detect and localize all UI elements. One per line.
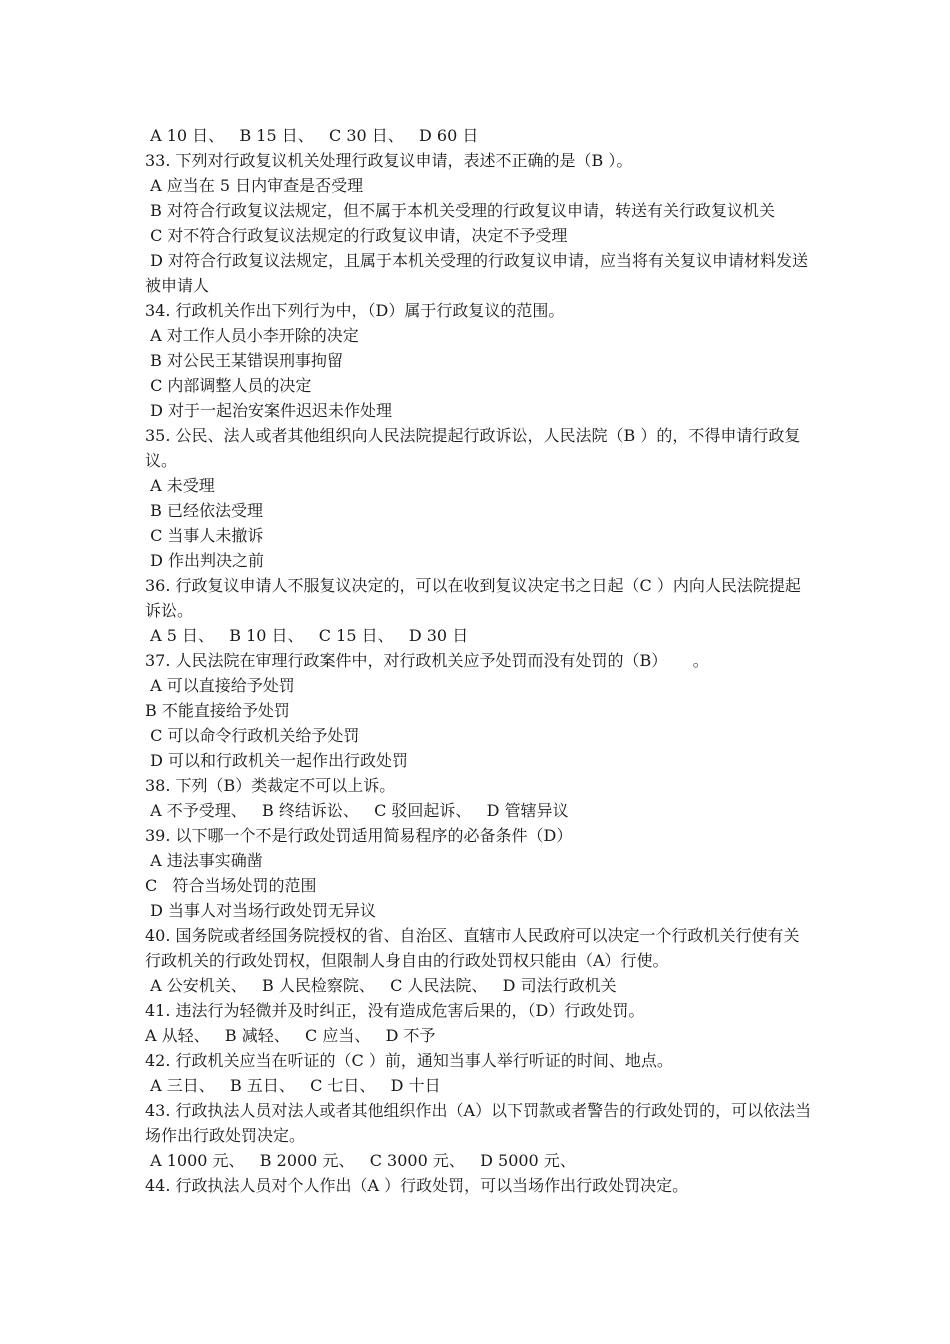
option-line: D 对于一起治安案件迟迟未作处理 (145, 401, 393, 420)
option-line: A 对工作人员小李开除的决定 (145, 326, 359, 345)
option-line: B 对符合行政复议法规定，但不属于本机关受理的行政复议申请，转送有关行政复议机关 (145, 201, 775, 220)
option-line: A 10 日、 B 15 日、 C 30 日、 D 60 日 (145, 126, 479, 145)
question-38: 38. 下列（B）类裁定不可以上诉。 (145, 776, 396, 795)
option-line: D 对符合行政复议法规定，且属于本机关受理的行政复议申请，应当将有关复议申请材料发送被申请人 (145, 251, 809, 295)
option-line: A 从轻、 B 减轻、 C 应当、 D 不予 (145, 1026, 436, 1045)
question-35: 35. 公民、法人或者其他组织向人民法院提起行政诉讼，人民法院（B ）的，不得申请行政复议。 (145, 426, 801, 470)
question-33: 33. 下列对行政复议机关处理行政复议申请，表述不正确的是（B ）。 (145, 151, 633, 170)
option-line: C 符合当场处罚的范围 (145, 876, 317, 895)
option-line: A 不予受理、 B 终结诉讼、 C 驳回起诉、 D 管辖异议 (145, 801, 569, 820)
option-line: A 1000 元、 B 2000 元、 C 3000 元、 D 5000 元、 (145, 1151, 576, 1170)
option-line: B 已经依法受理 (145, 501, 263, 520)
option-line: B 不能直接给予处罚 (145, 701, 290, 720)
question-42: 42. 行政机关应当在听证的（C ）前，通知当事人举行听证的时间、地点。 (145, 1051, 673, 1070)
option-line: A 违法事实确凿 (145, 851, 263, 870)
option-line: B 对公民王某错误刑事拘留 (145, 351, 343, 370)
question-37: 37. 人民法院在审理行政案件中，对行政机关应予处罚而没有处罚的（B） 。 (145, 651, 709, 670)
question-39: 39. 以下哪一个不是行政处罚适用简易程序的必备条件（D） (145, 826, 573, 845)
option-line: A 可以直接给予处罚 (145, 676, 295, 695)
question-41: 41. 违法行为轻微并及时纠正，没有造成危害后果的，（D）行政处罚。 (145, 1001, 645, 1020)
option-line: D 可以和行政机关一起作出行政处罚 (145, 751, 409, 770)
document-page (145, 123, 813, 1198)
option-line: C 对不符合行政复议法规定的行政复议申请，决定不予受理 (145, 226, 568, 245)
option-line: C 可以命令行政机关给予处罚 (145, 726, 360, 745)
question-36: 36. 行政复议申请人不服复议决定的，可以在收到复议决定书之日起（C ）内向人民法院提起诉讼。 (145, 576, 801, 620)
question-43: 43. 行政执法人员对法人或者其他组织作出（A）以下罚款或者警告的行政处罚的，可以依法当场作出行政处罚决定。 (145, 1101, 812, 1145)
option-line: A 应当在 5 日内审查是否受理 (145, 176, 364, 195)
option-line: A 未受理 (145, 476, 215, 495)
option-line: A 5 日、 B 10 日、 C 15 日、 D 30 日 (145, 626, 469, 645)
option-line: D 当事人对当场行政处罚无异议 (145, 901, 377, 920)
option-line: C 当事人未撤诉 (145, 526, 264, 545)
option-line: D 作出判决之前 (145, 551, 265, 570)
question-40: 40. 国务院或者经国务院授权的省、自治区、直辖市人民政府可以决定一个行政机关行使有关行政机关的行政处罚权，但限制人身自由的行政处罚权只能由（A）行使。 (145, 926, 800, 970)
option-line: A 公安机关、 B 人民检察院、 C 人民法院、 D 司法行政机关 (145, 976, 617, 995)
question-44: 44. 行政执法人员对个人作出（A ）行政处罚，可以当场作出行政处罚决定。 (145, 1176, 689, 1195)
option-line: C 内部调整人员的决定 (145, 376, 312, 395)
option-line: A 三日、 B 五日、 C 七日、 D 十日 (145, 1076, 441, 1095)
question-34: 34. 行政机关作出下列行为中，（D）属于行政复议的范围。 (145, 301, 565, 320)
